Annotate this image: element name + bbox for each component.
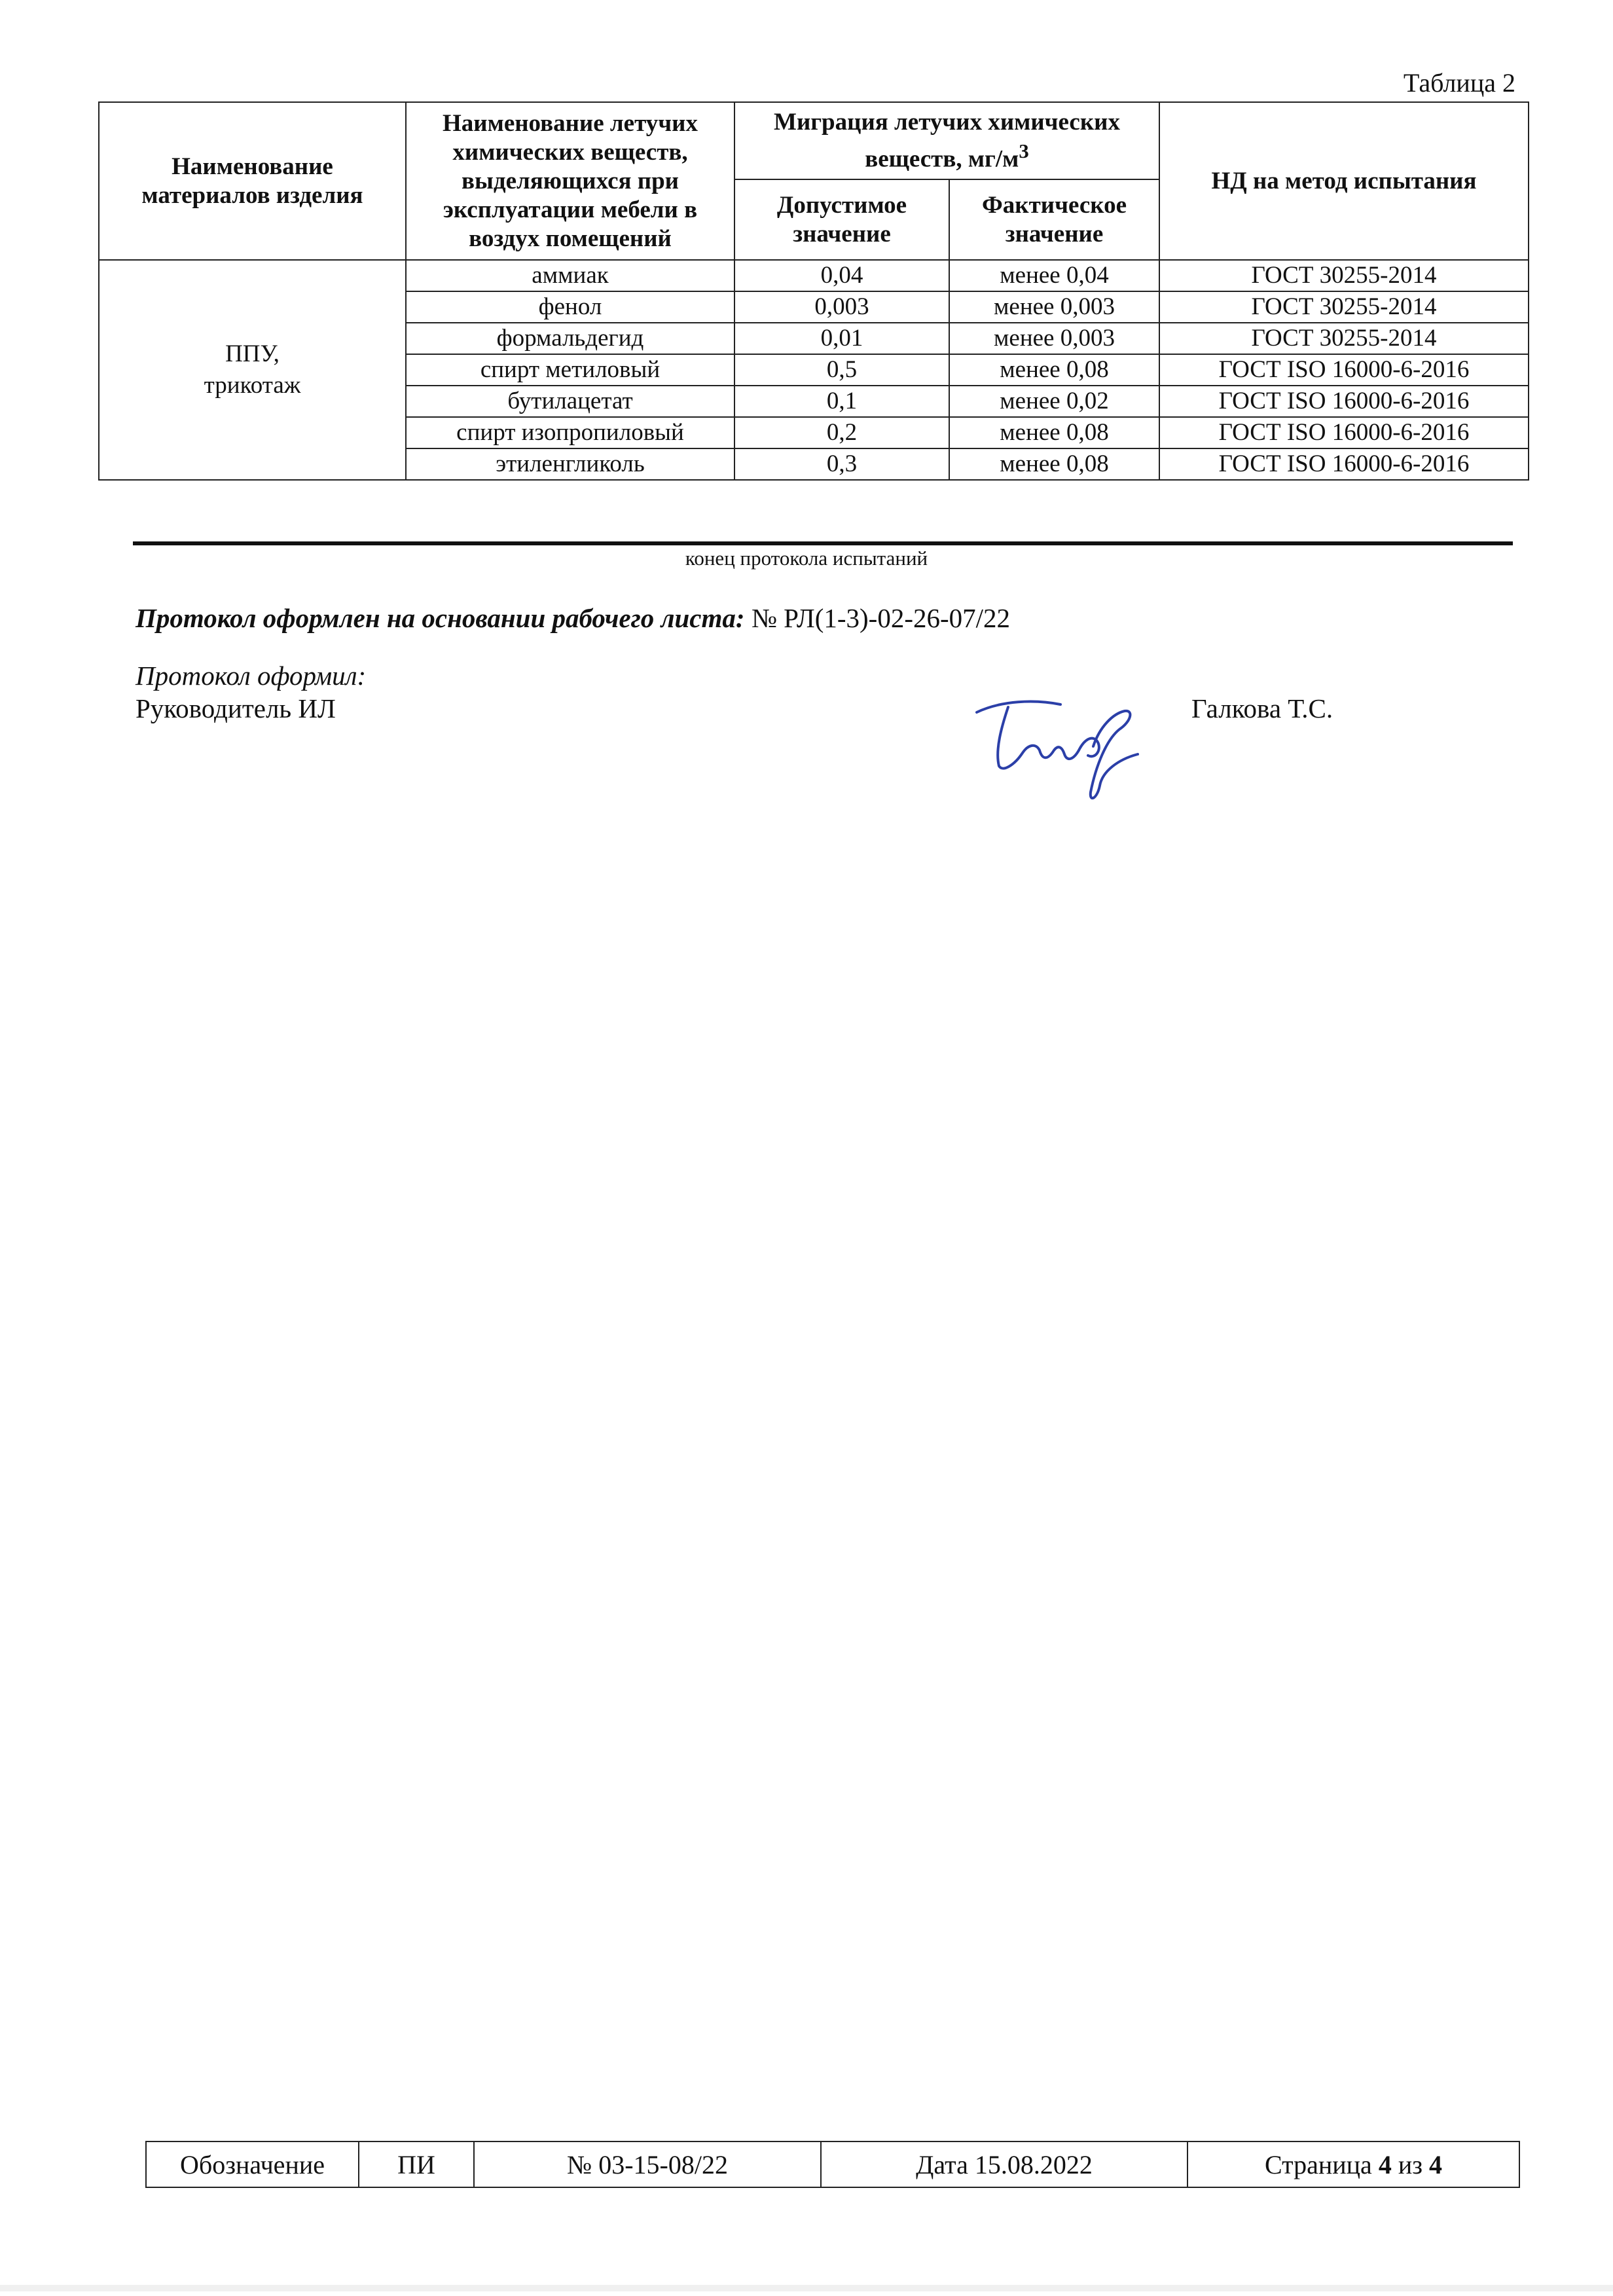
method-cell: ГОСТ ISO 16000-6-2016 <box>1159 448 1529 480</box>
table-row <box>99 260 1529 291</box>
header-migration-text: Миграция летучих химических веществ, мг/м <box>774 108 1120 173</box>
method-cell: ГОСТ 30255-2014 <box>1159 323 1529 354</box>
role-label: Руководитель ИЛ <box>136 693 336 723</box>
header-migration-unit-exponent: 3 <box>1019 139 1029 162</box>
actual-cell: менее 0,003 <box>949 291 1159 323</box>
header-allowed: Допустимое значение <box>734 179 949 260</box>
allowed-cell: 0,2 <box>734 417 949 448</box>
material-line-1: ППУ, <box>225 340 280 367</box>
allowed-cell: 0,5 <box>734 354 949 386</box>
end-divider <box>133 541 1513 545</box>
substance-cell: спирт изопропиловый <box>406 417 734 448</box>
actual-cell: менее 0,003 <box>949 323 1159 354</box>
header-actual: Фактическое значение <box>949 179 1159 260</box>
end-of-protocol-note: конец протокола испытаний <box>685 547 928 570</box>
header-material: Наименование материалов изделия <box>99 102 406 260</box>
substance-cell: формальдегид <box>406 323 734 354</box>
footer-page-of: из <box>1398 2149 1423 2179</box>
footer-page-current: 4 <box>1378 2149 1392 2179</box>
allowed-cell: 0,003 <box>734 291 949 323</box>
method-cell: ГОСТ ISO 16000-6-2016 <box>1159 386 1529 417</box>
signature-image <box>962 687 1159 805</box>
table-caption: Таблица 2 <box>1403 68 1515 98</box>
prepared-by-label: Протокол оформил: <box>136 661 367 691</box>
allowed-cell: 0,3 <box>734 448 949 480</box>
allowed-cell: 0,04 <box>734 260 949 291</box>
header-migration <box>734 102 1159 179</box>
material-line-2: трикотаж <box>204 372 301 399</box>
footer-document-number: № 03-15-08/22 <box>474 2141 821 2187</box>
basis-label: Протокол оформлен на основании рабочего листа: <box>136 603 745 633</box>
footer-bar <box>145 2141 1520 2188</box>
header-method: НД на метод испытания <box>1159 102 1529 260</box>
substance-cell: аммиак <box>406 260 734 291</box>
allowed-cell: 0,1 <box>734 386 949 417</box>
substance-cell: фенол <box>406 291 734 323</box>
footer-date: Дата 15.08.2022 <box>821 2141 1187 2187</box>
method-cell: ГОСТ 30255-2014 <box>1159 260 1529 291</box>
method-cell: ГОСТ ISO 16000-6-2016 <box>1159 417 1529 448</box>
header-substance: Наименование летучих химических веществ, выделяющихся при эксплуатации мебели в воздух помещений <box>406 102 734 260</box>
substance-cell: спирт метиловый <box>406 354 734 386</box>
footer-designation-value: ПИ <box>359 2141 474 2187</box>
actual-cell: менее 0,08 <box>949 354 1159 386</box>
material-cell <box>99 260 406 480</box>
method-cell: ГОСТ ISO 16000-6-2016 <box>1159 354 1529 386</box>
migration-table <box>98 101 1529 481</box>
actual-cell: менее 0,04 <box>949 260 1159 291</box>
footer-page <box>1187 2141 1519 2187</box>
scan-edge-shading <box>0 2285 1613 2291</box>
basis-value: № РЛ(1-3)-02-26-07/22 <box>751 603 1011 633</box>
footer-designation-label: Обозначение <box>146 2141 359 2187</box>
substance-cell: бутилацетат <box>406 386 734 417</box>
signer-name: Галкова Т.С. <box>1191 693 1333 723</box>
footer-page-label: Страница <box>1264 2149 1372 2179</box>
actual-cell: менее 0,02 <box>949 386 1159 417</box>
actual-cell: менее 0,08 <box>949 448 1159 480</box>
allowed-cell: 0,01 <box>734 323 949 354</box>
footer-page-total: 4 <box>1429 2149 1443 2179</box>
substance-cell: этиленгликоль <box>406 448 734 480</box>
method-cell: ГОСТ 30255-2014 <box>1159 291 1529 323</box>
basis-line <box>136 602 1010 634</box>
actual-cell: менее 0,08 <box>949 417 1159 448</box>
